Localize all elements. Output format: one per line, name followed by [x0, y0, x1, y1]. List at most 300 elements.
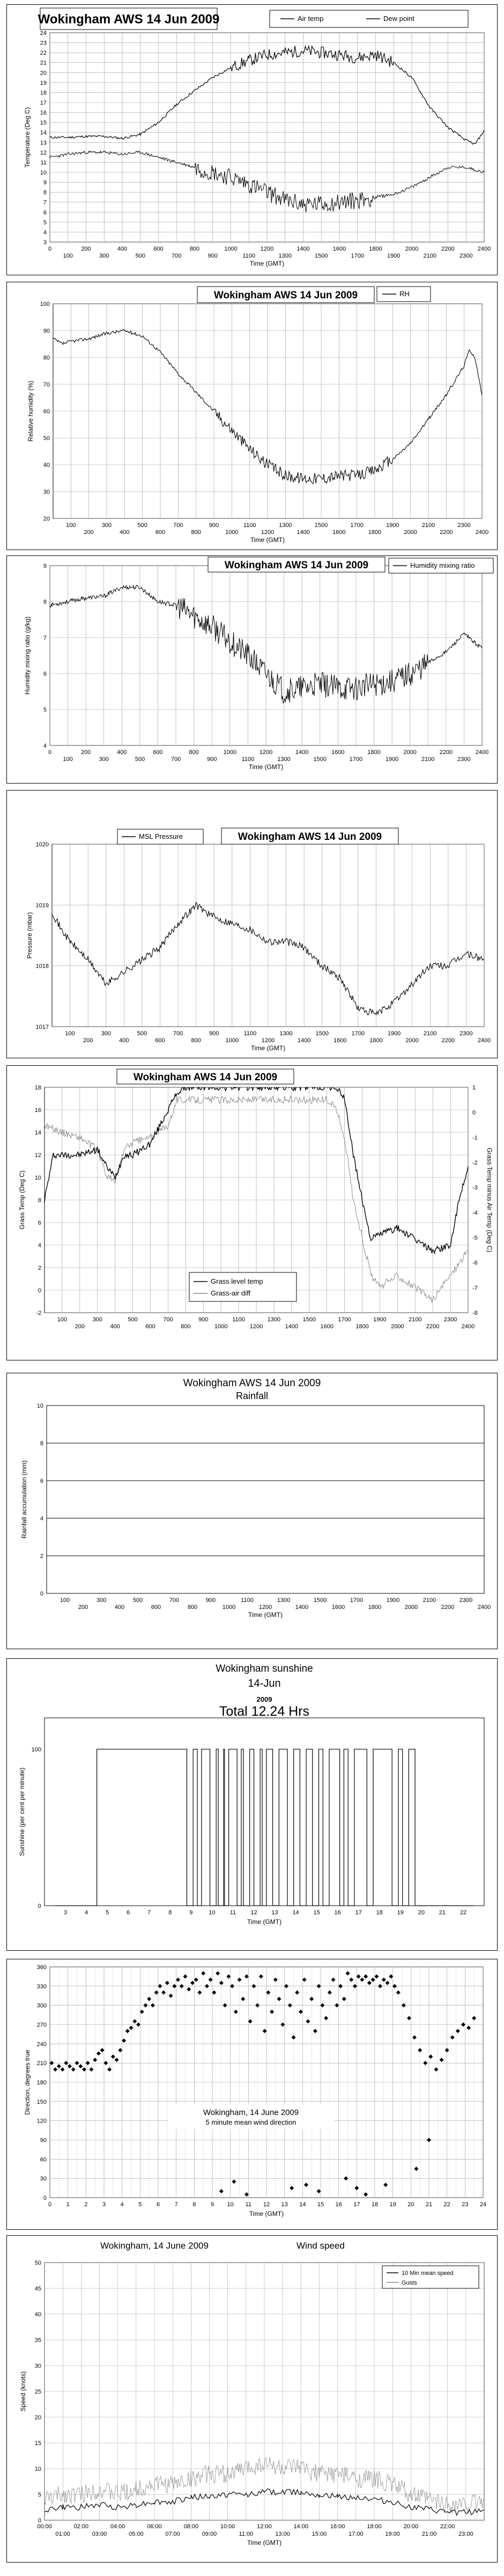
x-tick-label: 2400	[475, 529, 489, 536]
x-tick-label: 300	[101, 1030, 111, 1037]
x-axis-label: Time (GMT)	[248, 763, 284, 771]
x-tick-label: 08:00	[183, 2523, 199, 2530]
x-tick-label: 1500	[315, 253, 328, 259]
y-axis-label: Rainfall accumulation (mm)	[20, 1460, 28, 1539]
y-tick-label: 270	[36, 2022, 47, 2029]
y-right-tick-label: -7	[472, 1285, 478, 1292]
x-tick-label: 700	[173, 1030, 183, 1037]
x-tick-label: 07:00	[165, 2531, 180, 2537]
x-tick-label: 15:00	[312, 2531, 327, 2537]
chart-subtitle: Rainfall	[235, 1391, 269, 1401]
x-tick-label: 700	[171, 756, 181, 763]
x-tick-label: 3	[63, 1909, 68, 1916]
x-tick-label: 2100	[423, 253, 436, 259]
x-tick-label: 700	[172, 253, 182, 259]
legend-dew-point: Dew point	[383, 14, 414, 23]
x-tick-label: 1700	[351, 253, 364, 259]
chart-subtitle: 5 minute mean wind direction	[205, 2118, 297, 2126]
x-tick-label: 0	[48, 2201, 52, 2208]
y-axis-label: Speed (knots)	[19, 2371, 27, 2412]
x-tick-label: 1900	[385, 756, 399, 763]
x-tick-label: 2000	[404, 1604, 418, 1611]
y-tick-label: 4	[38, 1242, 41, 1249]
x-tick-label: 1300	[279, 522, 292, 529]
x-tick-label: 14	[292, 1909, 299, 1916]
x-tick-label: 800	[189, 246, 200, 252]
x-tick-label: 2000	[403, 749, 417, 756]
x-tick-label: 1200	[261, 529, 275, 536]
x-tick-label: 2400	[477, 246, 491, 252]
plot-area	[45, 1718, 484, 1906]
x-tick-label: 200	[84, 529, 94, 536]
x-tick-label: 13:00	[275, 2531, 290, 2537]
x-tick-label: 5	[106, 1909, 109, 1916]
x-tick-label: 1000	[225, 1037, 239, 1044]
x-tick-label: 1	[66, 2201, 70, 2208]
y-tick-label: 8	[38, 1197, 41, 1204]
y-tick-label: 20	[40, 70, 47, 77]
chart-subtitle: 14-Jun	[248, 1678, 281, 1689]
x-tick-label: 1800	[367, 749, 381, 756]
y-tick-label: 80	[43, 355, 50, 361]
y-tick-label: 0	[38, 2518, 41, 2524]
temperature-chart	[7, 5, 497, 275]
y-tick-label: 3	[43, 239, 47, 246]
x-tick-label: 1700	[349, 756, 363, 763]
x-tick-label: 22	[459, 1909, 467, 1916]
y-right-tick-label: -3	[472, 1184, 478, 1191]
x-tick-label: 17	[353, 2201, 360, 2208]
x-tick-label: 1300	[279, 1030, 293, 1037]
x-tick-label: 05:00	[129, 2531, 144, 2537]
x-tick-label: 2000	[405, 246, 419, 252]
y-tick-label: 30	[40, 2176, 47, 2183]
x-tick-label: 1700	[350, 522, 364, 529]
x-tick-label: 800	[189, 749, 199, 756]
legend-mean-speed: 10 Min mean speed	[402, 2270, 454, 2277]
x-tick-label: 1000	[223, 749, 237, 756]
x-tick-label: 200	[75, 1323, 85, 1330]
x-tick-label: 200	[78, 1604, 88, 1611]
x-tick-label: 1400	[295, 749, 309, 756]
y-tick-label: 18	[40, 90, 47, 97]
x-axis-label: Time (GMT)	[250, 536, 285, 544]
x-tick-label: 6	[127, 1909, 130, 1916]
x-tick-label: 16:00	[330, 2523, 345, 2530]
y-tick-label: 40	[34, 2311, 41, 2318]
sunshine-chart	[7, 1659, 497, 1950]
x-tick-label: 2300	[443, 1316, 457, 1323]
x-tick-label: 1300	[267, 1316, 281, 1323]
x-tick-label: 9	[189, 1909, 193, 1916]
x-tick-label: 18	[376, 1909, 383, 1916]
x-tick-label: 500	[132, 1597, 143, 1604]
x-axis-label: Time (GMT)	[248, 1611, 283, 1619]
x-tick-label: 700	[169, 1597, 180, 1604]
x-tick-label: 900	[207, 253, 218, 259]
x-tick-label: 900	[207, 756, 217, 763]
y-tick-label: 1017	[35, 1024, 49, 1030]
y-tick-label: 4	[40, 1516, 43, 1522]
x-tick-label: 14:00	[293, 2523, 309, 2530]
x-tick-label: 1000	[214, 1323, 228, 1330]
x-tick-label: 2400	[477, 1604, 491, 1611]
y-right-tick-label: -6	[472, 1260, 478, 1267]
x-tick-label: 24	[479, 2201, 487, 2208]
x-tick-label: 9	[210, 2201, 214, 2208]
x-tick-label: 2300	[459, 253, 473, 259]
y-right-tick-label: 0	[472, 1109, 476, 1116]
y-tick-label: 15	[40, 120, 47, 127]
x-tick-label: 300	[101, 522, 112, 529]
y-tick-label: 0	[38, 1287, 41, 1294]
x-tick-label: 2	[84, 2201, 88, 2208]
x-tick-label: 1600	[331, 749, 345, 756]
x-tick-label: 700	[163, 1316, 173, 1323]
x-tick-label: 19	[389, 2201, 396, 2208]
x-tick-label: 1400	[285, 1323, 299, 1330]
y-axis-label: Direction, degrees true	[24, 2050, 31, 2115]
x-tick-label: 500	[128, 1316, 138, 1323]
y-tick-label: 60	[43, 408, 50, 415]
legend-grass-level-temp: Grass level temp	[211, 1277, 263, 1285]
x-tick-label: 2300	[459, 1030, 473, 1037]
x-tick-label: 20	[407, 2201, 414, 2208]
x-axis-label: Time (GMT)	[249, 2210, 284, 2218]
x-tick-label: 1100	[241, 756, 255, 763]
y-right-tick-label: -2	[472, 1160, 478, 1166]
x-tick-label: 2000	[405, 1037, 419, 1044]
y-tick-label: 1019	[35, 902, 49, 909]
x-tick-label: 03:00	[92, 2531, 107, 2537]
chart-title: Wokingham AWS 14 Jun 2009	[224, 559, 369, 571]
y-tick-label: 25	[34, 2389, 41, 2395]
x-tick-label: 1300	[278, 253, 292, 259]
rainfall-chart-panel	[6, 1373, 498, 1649]
y-tick-label: 10	[34, 2466, 41, 2472]
x-tick-label: 400	[117, 749, 127, 756]
x-tick-label: 1100	[232, 1316, 245, 1323]
y-tick-label: 1018	[35, 963, 49, 970]
x-tick-label: 6	[156, 2201, 160, 2208]
y-axis-label: Humidity mixing ratio (g/kg)	[24, 616, 31, 695]
x-tick-label: 21	[439, 1909, 446, 1916]
x-tick-label: 4	[85, 1909, 88, 1916]
x-tick-label: 2200	[441, 1037, 455, 1044]
x-axis-label: Time (GMT)	[247, 2539, 282, 2546]
x-tick-label: 600	[151, 1604, 161, 1611]
x-tick-label: 500	[137, 522, 147, 529]
x-tick-label: 1500	[315, 1030, 329, 1037]
y-tick-label: 50	[43, 435, 50, 442]
legend-msl-pressure: MSL Pressure	[139, 832, 183, 840]
x-tick-label: 1900	[373, 1316, 387, 1323]
y-tick-label: 12	[40, 149, 47, 156]
x-tick-label: 900	[198, 1316, 209, 1323]
x-tick-label: 1600	[333, 1037, 347, 1044]
chart-title: Wokingham AWS 14 Jun 2009	[183, 1378, 321, 1389]
x-tick-label: 1600	[332, 246, 346, 252]
x-tick-label: 500	[135, 253, 145, 259]
legend-rh: RH	[399, 290, 410, 298]
wind-speed-chart	[7, 2236, 497, 2562]
x-tick-label: 13	[281, 2201, 288, 2208]
pressure-chart	[7, 791, 497, 1058]
sunshine-chart-panel	[6, 1658, 498, 1951]
x-tick-label: 15	[313, 1909, 320, 1916]
x-tick-label: 2200	[441, 1604, 455, 1611]
y-tick-label: 10	[40, 170, 47, 176]
y-tick-label: 7	[43, 635, 47, 641]
y-right-tick-label: -8	[472, 1310, 478, 1316]
plot-area	[47, 1406, 484, 1593]
y-tick-label: 8	[43, 599, 47, 605]
annotation-year: 2009	[256, 1695, 272, 1703]
y-tick-label: 70	[43, 382, 50, 388]
x-tick-label: 200	[81, 246, 91, 252]
x-tick-label: 06:00	[147, 2523, 162, 2530]
y-axis-label: Pressure (mbar)	[26, 912, 33, 959]
x-tick-label: 1800	[369, 1037, 383, 1044]
y-tick-label: 24	[40, 30, 47, 36]
chart-title: Wokingham, 14 June 2009	[100, 2241, 209, 2251]
x-tick-label: 100	[63, 253, 73, 259]
x-tick-label: 1300	[277, 756, 291, 763]
x-tick-label: 800	[181, 1323, 191, 1330]
y-axis-label: Sunshine (per cent per minute)	[18, 1767, 26, 1856]
x-tick-label: 00:00	[37, 2523, 52, 2530]
x-tick-label: 21	[425, 2201, 433, 2208]
y-tick-label: 20	[43, 516, 50, 522]
x-tick-label: 400	[110, 1323, 120, 1330]
x-tick-label: 10	[209, 1909, 216, 1916]
x-tick-label: 600	[145, 1323, 155, 1330]
chart-title: Wokingham AWS 14 Jun 2009	[133, 1071, 278, 1083]
y-tick-label: 6	[43, 671, 47, 677]
x-tick-label: 5	[138, 2201, 142, 2208]
y-tick-label: 5	[43, 219, 47, 226]
y-tick-label: 6	[40, 1478, 43, 1484]
x-tick-label: 600	[155, 529, 166, 536]
legend-grass-air-diff: Grass-air diff	[211, 1289, 251, 1297]
x-tick-label: 0	[48, 246, 52, 252]
y-axis-label: Relative humidity (%)	[27, 380, 34, 442]
humidity-chart	[7, 282, 497, 550]
x-tick-label: 100	[65, 1030, 75, 1037]
x-tick-label: 11	[245, 2201, 252, 2208]
y-tick-label: 9	[43, 563, 47, 569]
x-tick-label: 7	[147, 1909, 151, 1916]
legend-box	[382, 2266, 479, 2288]
y-tick-label: 22	[40, 50, 47, 57]
x-tick-label: 1500	[313, 1597, 327, 1604]
y-tick-label: 90	[40, 2137, 47, 2144]
x-tick-label: 200	[80, 749, 91, 756]
x-tick-label: 600	[155, 1037, 165, 1044]
y-tick-label: 18	[34, 1085, 41, 1091]
x-tick-label: 7	[174, 2201, 178, 2208]
x-tick-label: 2000	[391, 1323, 404, 1330]
x-tick-label: 1900	[386, 1597, 400, 1604]
mixing-ratio-chart	[7, 556, 497, 783]
x-tick-label: 11:00	[239, 2531, 254, 2537]
x-tick-label: 2100	[421, 756, 435, 763]
x-tick-label: 2100	[423, 1597, 436, 1604]
mixing-ratio-chart-panel	[6, 555, 498, 784]
x-tick-label: 2100	[424, 1030, 437, 1037]
x-tick-label: 20	[418, 1909, 425, 1916]
x-tick-label: 1900	[386, 522, 399, 529]
x-tick-label: 2400	[475, 749, 489, 756]
x-tick-label: 100	[66, 522, 76, 529]
x-tick-label: 8	[168, 1909, 172, 1916]
x-tick-label: 900	[205, 1597, 216, 1604]
y-tick-label: 17	[40, 100, 47, 106]
chart-title: Wokingham AWS 14 Jun 2009	[238, 831, 382, 843]
y-tick-label: 0	[40, 1591, 43, 1597]
y-tick-label: 100	[31, 1746, 41, 1753]
x-tick-label: 2200	[426, 1323, 440, 1330]
x-tick-label: 09:00	[202, 2531, 217, 2537]
x-tick-label: 3	[102, 2201, 106, 2208]
x-tick-label: 10	[227, 2201, 234, 2208]
x-tick-label: 600	[153, 246, 164, 252]
x-tick-label: 1100	[243, 522, 256, 529]
x-tick-label: 2000	[404, 529, 417, 536]
y-tick-label: 100	[40, 301, 50, 308]
y-tick-label: 300	[36, 2002, 47, 2009]
wind-direction-chart	[7, 1959, 497, 2229]
x-tick-label: 1600	[332, 529, 346, 536]
x-tick-label: 300	[99, 756, 109, 763]
rainfall-chart	[7, 1373, 497, 1649]
x-tick-label: 400	[120, 529, 130, 536]
y-tick-label: 21	[40, 60, 47, 67]
x-tick-label: 16	[335, 2201, 342, 2208]
x-tick-label: 1400	[297, 1037, 311, 1044]
x-tick-label: 1100	[241, 1597, 254, 1604]
x-tick-label: 1800	[368, 529, 382, 536]
x-tick-label: 100	[57, 1316, 68, 1323]
y-tick-label: 15	[34, 2440, 41, 2447]
y-tick-label: 5	[38, 2492, 41, 2498]
x-tick-label: 400	[119, 1037, 129, 1044]
x-tick-label: 1500	[302, 1316, 316, 1323]
y-tick-label: 14	[40, 129, 47, 136]
x-tick-label: 18	[371, 2201, 379, 2208]
x-tick-label: 1900	[387, 253, 401, 259]
x-tick-label: 23	[462, 2201, 469, 2208]
grass-temp-chart	[7, 1066, 497, 1360]
y-tick-label: 150	[36, 2098, 47, 2105]
y-tick-label: 30	[43, 489, 50, 495]
y-tick-label: 8	[40, 1440, 43, 1447]
x-tick-label: 1400	[297, 246, 310, 252]
x-tick-label: 300	[99, 253, 109, 259]
y-tick-label: 16	[34, 1107, 41, 1114]
x-tick-label: 04:00	[110, 2523, 125, 2530]
x-tick-label: 1700	[350, 1597, 364, 1604]
y-tick-label: 6	[38, 1220, 41, 1226]
y-tick-label: 0	[43, 2195, 47, 2201]
y-tick-label: 240	[36, 2041, 47, 2048]
pressure-chart-panel	[6, 790, 498, 1058]
x-tick-label: 300	[96, 1597, 107, 1604]
temperature-chart-panel	[6, 4, 498, 275]
x-tick-label: 1200	[260, 246, 274, 252]
y-tick-label: 16	[40, 109, 47, 116]
x-tick-label: 800	[187, 1604, 198, 1611]
y-tick-label: 35	[34, 2337, 41, 2344]
x-tick-label: 19	[397, 1909, 404, 1916]
y-tick-label: 90	[43, 328, 50, 334]
x-tick-label: 16	[334, 1909, 341, 1916]
y-tick-label: 12	[34, 1152, 41, 1159]
x-tick-label: 1200	[249, 1323, 263, 1330]
x-tick-label: 1700	[351, 1030, 365, 1037]
y-tick-label: 23	[40, 40, 47, 47]
x-tick-label: 500	[137, 1030, 147, 1037]
x-tick-label: 1000	[225, 529, 239, 536]
x-tick-label: 400	[117, 246, 128, 252]
x-tick-label: 600	[153, 749, 163, 756]
x-tick-label: 2300	[457, 522, 471, 529]
y-right-tick-label: -4	[472, 1210, 478, 1217]
x-tick-label: 1300	[277, 1597, 291, 1604]
y-tick-label: 13	[40, 140, 47, 147]
x-tick-label: 14	[299, 2201, 306, 2208]
y-tick-label: 30	[34, 2363, 41, 2369]
y-tick-label: 45	[34, 2286, 41, 2292]
y-tick-label: 330	[36, 1983, 47, 1990]
chart-title: Wokingham AWS 14 Jun 2009	[213, 289, 358, 301]
x-tick-label: 4	[120, 2201, 124, 2208]
x-tick-label: 800	[191, 529, 201, 536]
x-tick-label: 1200	[259, 749, 273, 756]
x-axis-label: Time (GMT)	[247, 1918, 282, 1926]
x-tick-label: 900	[209, 522, 219, 529]
grass-temp-chart-panel	[6, 1065, 498, 1360]
x-tick-label: 17:00	[349, 2531, 364, 2537]
x-tick-label: 2400	[477, 1037, 491, 1044]
y-tick-label: 6	[43, 209, 47, 216]
x-tick-label: 01:00	[55, 2531, 70, 2537]
x-tick-label: 1500	[314, 522, 328, 529]
y-tick-label: 10	[34, 1175, 41, 1181]
x-tick-label: 2300	[457, 756, 471, 763]
y-tick-label: 19	[40, 79, 47, 86]
x-tick-label: 100	[60, 1597, 70, 1604]
wind-speed-chart-panel	[6, 2235, 498, 2563]
x-tick-label: 21:00	[421, 2531, 437, 2537]
x-tick-label: 1400	[297, 529, 310, 536]
x-tick-label: 19:00	[385, 2531, 400, 2537]
x-tick-label: 1500	[313, 756, 327, 763]
x-tick-label: 1100	[243, 1030, 257, 1037]
y-tick-label: 360	[36, 1964, 47, 1971]
x-tick-label: 2200	[440, 529, 453, 536]
chart-title: Wokingham, 14 June 2009	[203, 2108, 299, 2117]
x-tick-label: 2300	[459, 1597, 473, 1604]
y-tick-label: 7	[43, 199, 47, 206]
x-tick-label: 1200	[261, 1037, 275, 1044]
y-right-tick-label: 1	[472, 1085, 476, 1091]
wind-direction-chart-panel	[6, 1959, 498, 2230]
y-tick-label: 2	[40, 1553, 43, 1560]
y-tick-label: 180	[36, 2080, 47, 2086]
x-tick-label: 17	[355, 1909, 362, 1916]
x-tick-label: 15	[317, 2201, 324, 2208]
